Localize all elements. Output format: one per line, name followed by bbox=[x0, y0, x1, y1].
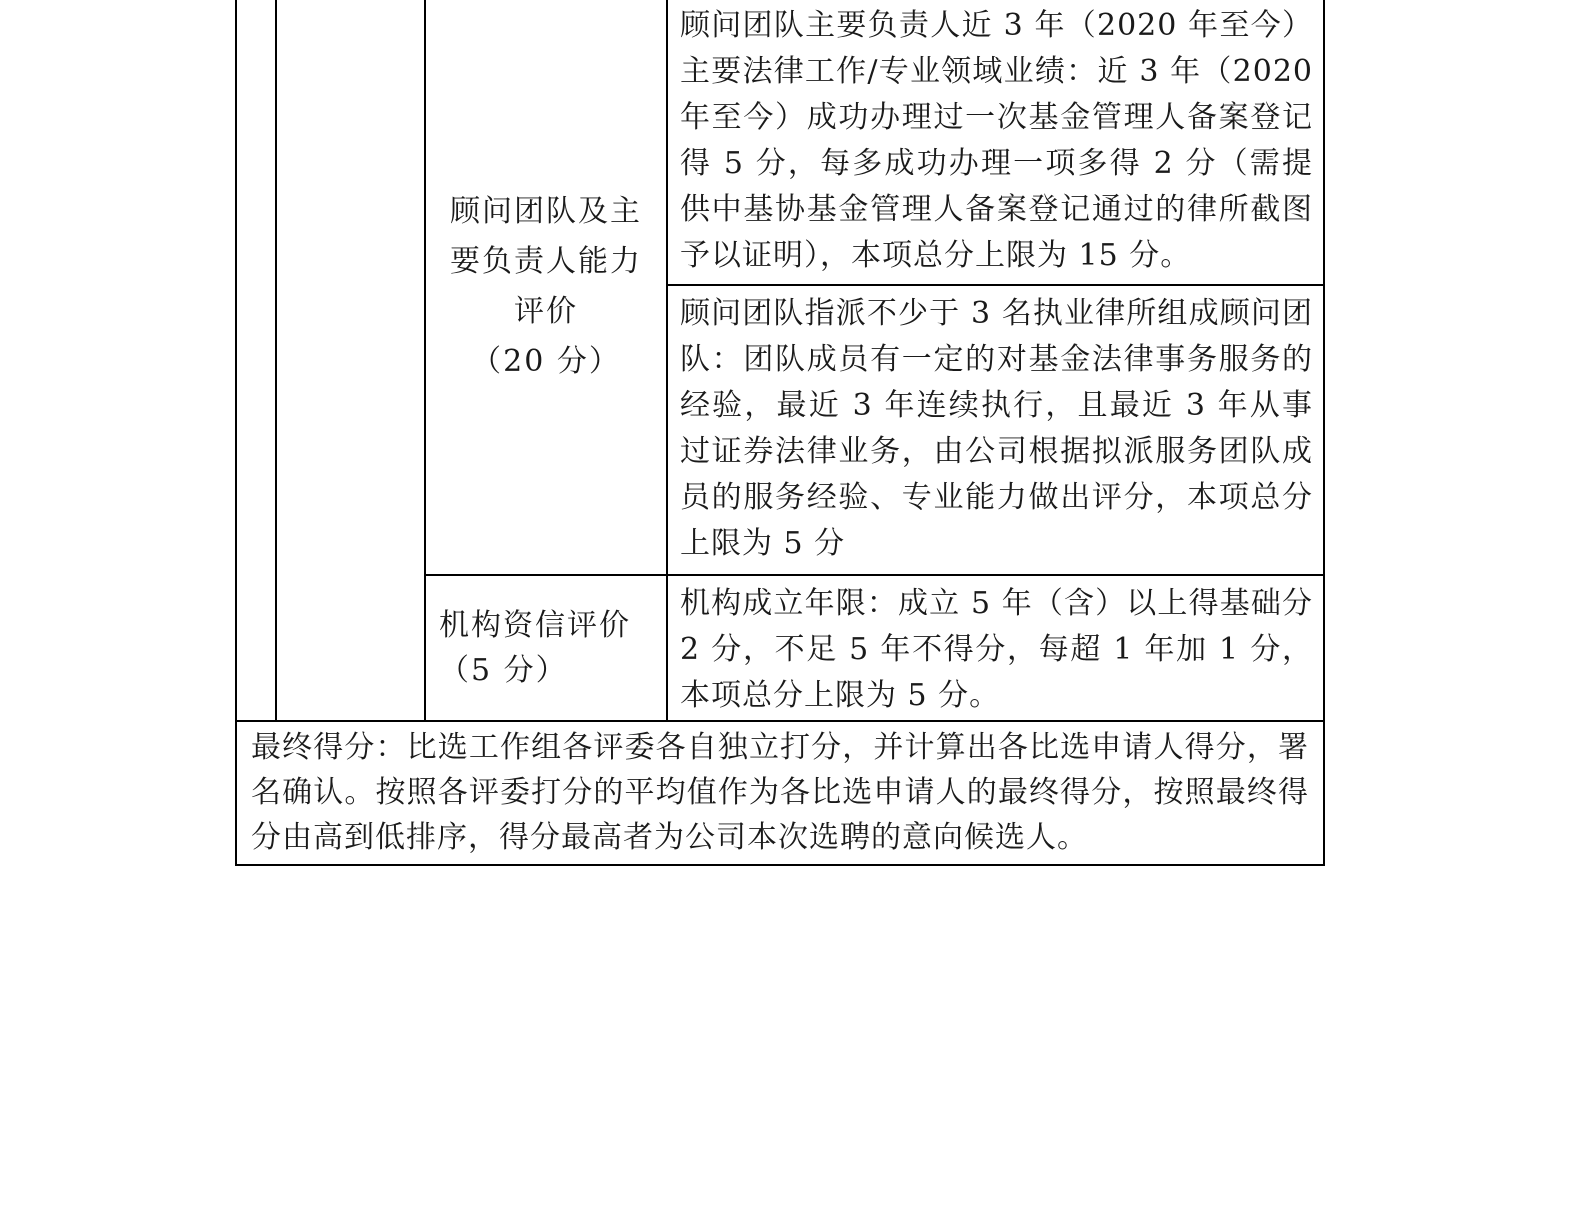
evaluation-criteria-table bbox=[235, 0, 1325, 866]
criteria-detail-leader-performance: 顾问团队主要负责人近 3 年（2020 年至今）主要法律工作/专业领域业绩：近 3 年（2020 年至今）成功办理过一次基金管理人备案登记得 5 分，每多成功办理一项多得 2 分（需提供中基协基金管理人备案登记通过的律所截图予以证明），本项总分上限为 15 分。 bbox=[668, 0, 1323, 286]
category-column bbox=[426, 0, 668, 720]
group-column-empty bbox=[277, 0, 426, 720]
category-label: 机构资信评价 bbox=[439, 608, 631, 643]
final-score-note: 最终得分：比选工作组各评委各自独立打分，并计算出各比选申请人得分，署名确认。按照各评委打分的平均值作为各比选申请人的最终得分，按照最终得分由高到低排序，得分最高者为公司本次选聘的意向候选人。 bbox=[237, 720, 1323, 864]
category-label: 顾问团队及主要负责人能力评价 bbox=[450, 194, 642, 329]
criteria-rows bbox=[237, 0, 1323, 720]
category-cell-institution-credit bbox=[426, 576, 666, 720]
criteria-detail-team-members: 顾问团队指派不少于 3 名执业律所组成顾问团队：团队成员有一定的对基金法律事务服务的经验，最近 3 年连续执行，且最近 3 年从事过证券法律业务，由公司根据拟派服务团队成员的服务经验、专业能力做出评分，本项总分上限为 5 分 bbox=[668, 286, 1323, 576]
criteria-detail-institution-age: 机构成立年限：成立 5 年（含）以上得基础分 2 分，不足 5 年不得分，每超 1 年加 1 分，本项总分上限为 5 分。 bbox=[680, 586, 1313, 713]
category-score: （20 分） bbox=[471, 344, 621, 379]
criteria-detail-column bbox=[668, 0, 1323, 720]
category-score: （5 分） bbox=[439, 653, 568, 688]
category-cell-team-capability bbox=[426, 0, 666, 576]
sequence-column-empty bbox=[237, 0, 277, 720]
